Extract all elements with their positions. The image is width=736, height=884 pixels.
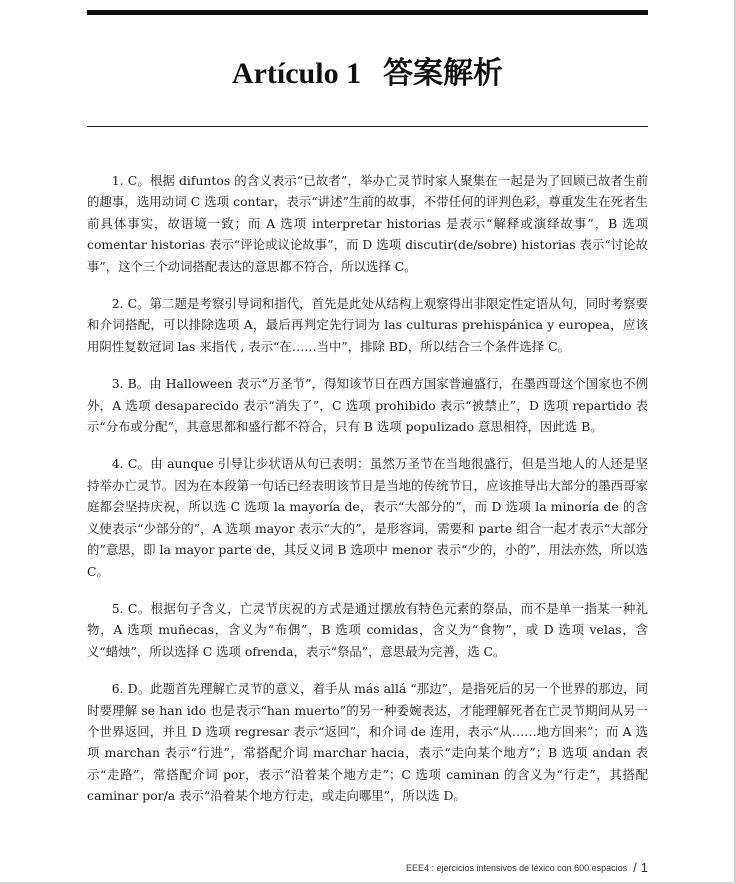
title-rule bbox=[87, 126, 648, 127]
title-latin: Artículo 1 bbox=[231, 57, 362, 90]
answer-body bbox=[87, 170, 648, 823]
answer-paragraph-2: 2. C。第二题是考察引导词和指代，首先是此处从结构上观察得出非限定性定语从句，同时考察要和介词搭配，可以排除选项 A，最后再判定先行词为 las culturas prehispánica y europea，应该用阴性复数冠词 las 来指代 , 表示“在……当中”，排除 BD，所以结合三个条件选择 C。 bbox=[87, 296, 648, 354]
footer-separator: / bbox=[633, 860, 637, 875]
title-chinese: 答案解析 bbox=[383, 57, 504, 90]
top-rule bbox=[87, 10, 648, 15]
answer-paragraph-6: 6. D。此题首先理解亡灵节的意义，着手从 más allá “那边”，是指死后的另一个世界的那边，同时要理解 se han ido 也是表示“han muerto”的另一种委婉表达，才能理解死者在亡灵节期间从另一个世界返回，并且 D 选项 regresar 表示“返回”，和介词 de 连用，表示“从……地方回来”；而 A 选项 marchan 表示“行进”，常搭配介词 marchar hacia，表示“走向某个地方”；B 选项 andan 表示“走路”，常搭配介词 por，表示“沿着某个地方走”；C 选项 caminan 的含义为“行走”，其搭配 caminar por/a 表示“沿着某个地方行走，或走向哪里”，所以选 D。 bbox=[87, 681, 648, 804]
page-number: 1 bbox=[640, 860, 648, 875]
answer-paragraph-3: 3. B。由 Halloween 表示“万圣节”，得知该节日在西方国家普遍盛行，在墨西哥这个国家也不例外，A 选项 desaparecido 表示“消失了”，C 选项 prohibido 表示“被禁止”，D 选项 repartido 表示“分布或分配”，其意思都和盛行都不符合，只有 B 选项 populizado 意思相符，因此选 B。 bbox=[87, 376, 648, 435]
footer-book-title: EEE4 : ejercicios intensivos de léxico con 600 espacios bbox=[406, 862, 628, 873]
page-title bbox=[87, 52, 648, 96]
answer-paragraph-1: 1. C。根据 difuntos 的含义表示“已故者”，举办亡灵节时家人聚集在一起是为了回顾已故者生前的趣事，选用动词 C 选项 contar，表示“讲述”生前的故事，不带任何的评判色彩，尊重发生在死者生前具体事实，故语境一致；而 A 选项 interpretar historias 是表示“解释或演绎故事”，B 选项 comentar historias 表示“评论或议论故事”，而 D 选项 discutir(de/sobre) historias 表示“讨论故事”，这个三个动词搭配表达的意思都不符合，所以选择 C。 bbox=[87, 173, 648, 274]
answer-paragraph-4: 4. C。由 aunque 引导让步状语从句已表明：虽然万圣节在当地很盛行，但是当地人的人还是坚持举办亡灵节。因为在本段第一句话已经表明该节日是当地的传统节日，应该推导出大部分的墨西哥家庭都会坚持庆祝，所以选 C 选项 la mayoría de，表示“大部分的”，而 D 选项 la minoría de 的含义使表示“少部分的”，A 选项 mayor 表示“大的”，是形容词，需要和 parte 组合一起才表示“大部分的”意思，即 la mayor parte de，其反义词 B 选项中 menor 表示“少的，小的”，用法亦然，所以选 C。 bbox=[87, 456, 648, 579]
page-footer bbox=[406, 860, 648, 875]
answer-paragraph-5: 5. C。根据句子含义，亡灵节庆祝的方式是通过摆放有特色元素的祭品，而不是单一指某一种礼物，A 选项 muñecas，含义为“布偶”，B 选项 comidas，含义为“食物”，或 D 选项 velas，含义“蜡烛”，所以选择 C 选项 ofrenda，表示“祭品”，意思最为完善，选 C。 bbox=[87, 600, 648, 659]
